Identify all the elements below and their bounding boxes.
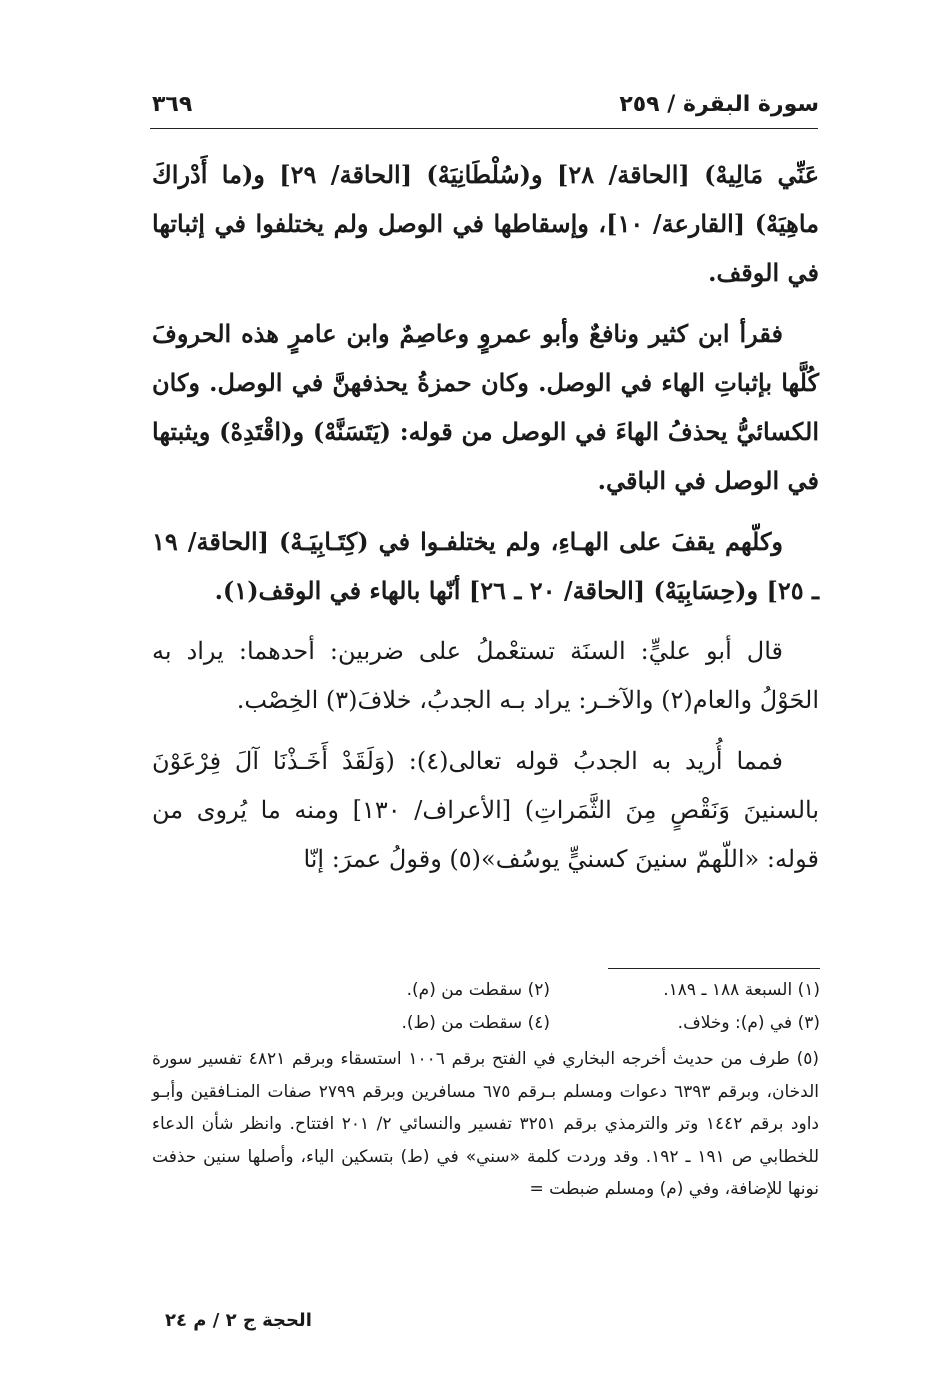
footnote-row-2 xyxy=(280,1007,820,1040)
paragraph-3: وكلّهم يقفَ على الهـاءِ، ولم يختلفـوا في (كِتَـابِيَـهْ) [الحاقة/ ١٩ ـ ٢٥] و(حِسَابِيَهْ) [الحاقة/ ٢٠ ـ ٢٦] أنّها بالهاء في الوقف(١). xyxy=(152,527,819,605)
paragraph-4: قال أبو عليٍّ: السنَة تستعْملُ على ضربين: أحدهما: يراد به الحَوْلُ والعام(٢) والآخـر: يراد بـه الجدبُ، خلافَ(٣) الخِصْب. xyxy=(152,637,819,714)
footnote-4: (٤) سقطت من (ط). xyxy=(401,1013,550,1033)
footnote-row-1 xyxy=(280,974,820,1007)
footnote-3: (٣) في (م): وخلاف. xyxy=(677,1013,820,1033)
signature-mark: الحجة ج ٢ / م ٢٤ xyxy=(165,1310,312,1331)
footnotes-short xyxy=(280,974,820,1040)
header-rule xyxy=(150,128,818,129)
paragraph-5: فمما أُريد به الجدبُ قوله تعالى(٤): (وَلَقَدْ أَخَـذْنَا آلَ فِرْعَوْنَ بالسنينَ وَنَقْصٍ مِنَ الثَّمَراتِ) [الأعراف/ ١٣٠] ومنه ما يُروى من قوله: «اللّهمّ سنينَ كسنيٍّ يوسُف»(٥) وقولُ عمرَ: إنّا xyxy=(152,747,819,873)
paragraph-1: عَنِّي مَالِيهْ) [الحاقة/ ٢٨] و(سُلْطَانِيَهْ) [الحاقة/ ٢٩] و(ما أَدْراكَ ماهِيَهْ) [القارعة/ ١٠]، وإسقاطها في الوصل ولم يختلفوا في إثباتها في الوقف. xyxy=(152,160,820,287)
paragraph-2: فقرأ ابن كثير ونافعٌ وأبو عمروٍ وعاصِمٌ وابن عامرٍ هذه الحروفَ كُلَّها بإثباتِ الهاء في الوصل. وكان حمزةُ يحذفهنَّ في الوصل. وكان الكسائيُّ يحذفُ الهاءَ في الوصل من قوله: (يَتَسَنَّهْ) و(اقْتَدِهْ) ويثبتها في الوصل في الباقي. xyxy=(152,319,819,495)
footnote-2: (٢) سقطت من (م). xyxy=(406,980,550,1000)
footnote-rule xyxy=(608,968,820,969)
footnote-5: (٥) طرف من حديث أخرجه البخاري في الفتح برقم ١٠٠٦ استسقاء وبرقم ٤٨٢١ تفسير سورة الدخان، وبرقم ٦٣٩٣ دعوات ومسلم بـرقم ٦٧٥ مسافرين وبرقم ٢٧٩٩ صفات المنـافقين وأبـو داود برقم ١٤٤٢ وتر والترمذي برقم ٣٢٥١ تفسير والنسائي ٢/ ٢٠١ افتتاح. وانظر شأن الدعاء للخطابي ص ١٩١ ـ ١٩٢. وقد وردت كلمة «سني» في (ط) بتسكين الياء، وأصلها سنين حذفت نونها للإضافة، وفي (م) ومسلم ضبطت = xyxy=(152,1049,820,1199)
footnote-1: (١) السبعة ١٨٨ ـ ١٨٩. xyxy=(663,980,820,1000)
main-text xyxy=(152,150,819,896)
running-header-title: سورة البقرة / ٢٥٩ xyxy=(619,92,819,117)
page-number: ٣٦٩ xyxy=(152,92,193,117)
